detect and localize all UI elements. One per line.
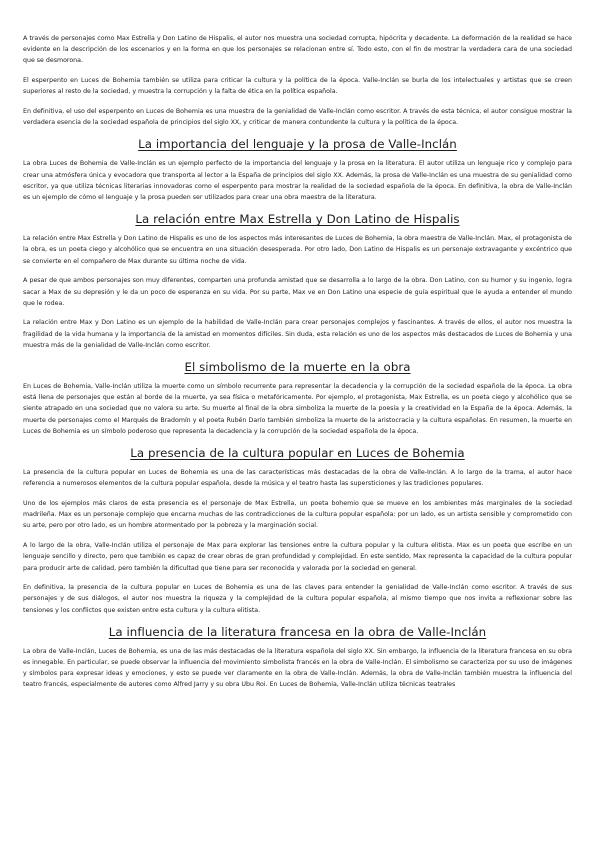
paragraph: A lo largo de la obra, Valle-Inclán utiliza el personaje de Max para explorar las tensiones entre la cultura popular y la cultura elitista. Max es un poeta que escribe en un lenguaje sencillo y directo, pero que también es capaz de crear obras de gran profundidad y complejidad. En este sentido, Max representa la capacidad de la cultura popular para producir arte de calidad, pero también la dificultad que tiene para ser reconocida y valorada por la sociedad en general. (23, 542, 572, 572)
section-heading: El simbolismo de la muerte en la obra (184, 360, 411, 375)
paragraph: Uno de los ejemplos más claros de esta presencia es el personaje de Max Estrella, un poeta bohemio que se mueve en los ambientes más marginales de la sociedad madrileña. Max es un personaje complejo que encarna muchas de las contradicciones de la cultura popular española: por un lado, es un artista sensible y comprometido con su arte, pero por otro lado, es un hombre atormentado por la pobreza y la marginación social. (23, 499, 572, 530)
section-simbolismo (23, 360, 572, 437)
paragraph: La obra Luces de Bohemia de Valle-Inclán es un ejemplo perfecto de la importancia del lenguaje y la prosa en la literatura. El autor utiliza un lenguaje rico y complejo para crear una atmósfera única y evocadora que transporta al lector a la España de principios del siglo XX. Además, la prosa de Valle-Inclán es una muestra de su genialidad como escritor, ya que utiliza técnicas literarias innovadoras como el esperpento para mostrar la realidad de la sociedad española de la época. En definitiva, la obra de Valle-Inclán es un ejemplo de cómo el lenguaje y la prosa pueden ser utilizados para crear una obra maestra de la literatura. (23, 160, 572, 202)
section-lenguaje (23, 137, 572, 203)
section-heading: La relación entre Max Estrella y Don Latino de Hispalis (135, 212, 460, 227)
section-esperpento (23, 33, 572, 128)
paragraph: En Luces de Bohemia, Valle-Inclán utiliza la muerte como un símbolo recurrente para representar la decadencia y la corrupción de la sociedad española de la época. La obra está llena de personajes que están al borde de la muerte, ya sea física o metafóricamente. Por ejemplo, el protagonista, Max Estrella, es un poeta ciego y alcohólico que se siente atrapado en una sociedad que no valora su arte. Su muerte al final de la obra simboliza la muerte de la poesía y la creatividad en la España de la época. Además, la muerte de personajes como el Marqués de Bradomín y el poeta Rubén Darío también simboliza la muerte de la aristocracia y la cultura españolas. En resumen, la muerte en Luces de Bohemia es un símbolo poderoso que representa la decadencia y la corrupción de la sociedad española de la época. (23, 383, 572, 435)
section-cultura-popular (23, 446, 572, 616)
paragraph: A pesar de que ambos personajes son muy diferentes, comparten una profunda amistad que se desarrolla a lo largo de la obra. Don Latino, con su humor y su ingenio, logra sacar a Max de su depresión y le da un poco de esperanza en su vida. Por su parte, Max ve en Don Latino una especie de guía espiritual que le ayuda a entender el mundo que le rodea. (23, 277, 572, 307)
paragraph: La relación entre Max y Don Latino es un ejemplo de la habilidad de Valle-Inclán para crear personajes complejos y fascinantes. A través de ellos, el autor nos muestra la fragilidad de la vida humana y la importancia de la amistad en momentos difíciles. Sin duda, esta relación es uno de los aspectos más destacados de Luces de Bohemia y una muestra más de la genialidad de Valle-Inclán como escritor. (23, 319, 572, 349)
paragraph: A través de personajes como Max Estrella y Don Latino de Hispalis, el autor nos muestra una sociedad corrupta, hipócrita y decadente. La deformación de la realidad se hace evidente en la descripción de los escenarios y en la forma en que los personajes se relacionan entre sí. Todo esto, con el fin de mostrar la verdadera cara de una sociedad que se desmorona. (23, 35, 572, 65)
section-heading: La influencia de la literatura francesa en la obra de Valle-Inclán (108, 624, 487, 639)
paragraph: La relación entre Max Estrella y Don Latino de Hispalis es uno de los aspectos más interesantes de Luces de Bohemia, la obra maestra de Valle-Inclán. Max, el protagonista de la obra, es un poeta ciego y alcohólico que se encuentra en una situación desesperada. Por otro lado, Don Latino de Hispalis es un personaje extravagante y excéntrico que se convierte en el compañero de Max durante su última noche de vida. (23, 235, 572, 265)
paragraph: La obra de Valle-Inclán, Luces de Bohemia, es una de las más destacadas de la literatura española del siglo XX. Sin embargo, la influencia de la literatura francesa en su obra es innegable. En particular, se puede observar la influencia del movimiento simbolista francés en la obra de Valle-Inclán. El simbolismo se caracteriza por su uso de imágenes y símbolos para expresar ideas y emociones, y esto se puede ver claramente en la obra de Valle-Inclán. Además, la obra de Valle-Inclán también muestra la influencia del teatro francés, especialmente de autores como Alfred Jarry y su obra Ubu Roi. En Luces de Bohemia, Valle-Inclán utiliza técnicas teatrales (23, 647, 572, 689)
paragraph: La presencia de la cultura popular en Luces de Bohemia es una de las características más destacadas de la obra de Valle-Inclán. A lo largo de la trama, el autor hace referencia a numerosos elementos de la cultura popular española, desde la música y el teatro hasta las supersticiones y las tradiciones populares. (23, 469, 572, 488)
section-heading: La presencia de la cultura popular en Luces de Bohemia (130, 446, 465, 461)
section-literatura-francesa (23, 625, 572, 691)
paragraph: En definitiva, el uso del esperpento en Luces de Bohemia es una muestra de la genialidad de Valle-Inclán como escritor. A través de esta técnica, el autor consigue mostrar la verdadera esencia de la sociedad española de principios del siglo XX, y criticar de manera contundente la cultura y la política de la época. (23, 108, 572, 127)
section-heading: La importancia del lenguaje y la prosa de Valle-Inclán (138, 137, 457, 152)
paragraph: En definitiva, la presencia de la cultura popular en Luces de Bohemia es una de las claves para entender la genialidad de Valle-Inclán como escritor. A través de sus personajes y de sus diálogos, el autor nos muestra la riqueza y la complejidad de la cultura popular española, al mismo tiempo que nos invita a reflexionar sobre las tensiones y los conflictos que existen entre esta cultura y la cultura elitista. (23, 584, 572, 614)
section-relacion (23, 212, 572, 351)
paragraph: El esperpento en Luces de Bohemia también se utiliza para criticar la cultura y la política de la época. Valle-Inclán se burla de los intelectuales y artistas que se creen superiores al resto de la sociedad, y muestra la corrupción y la falta de ética en la política española. (23, 77, 572, 96)
